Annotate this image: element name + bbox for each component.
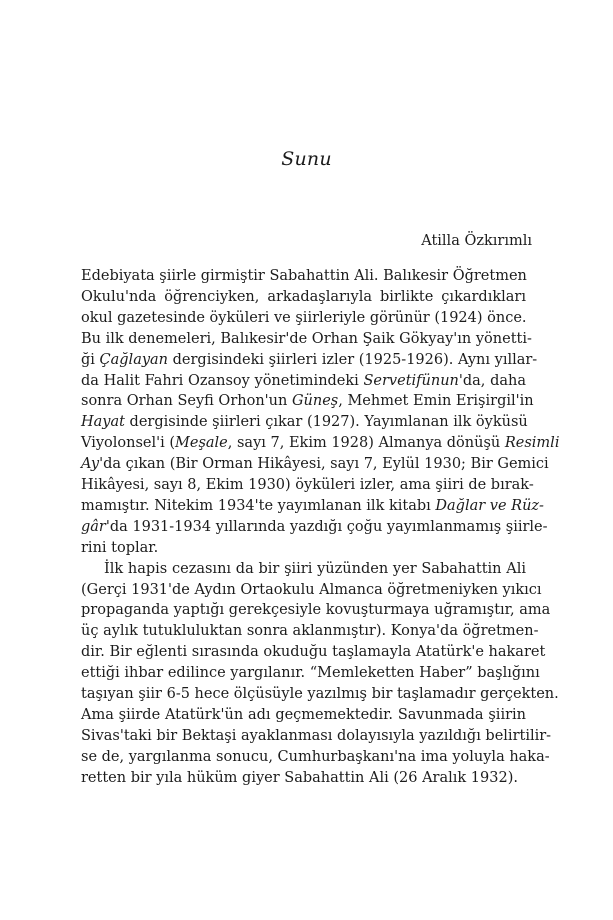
text-line: [81, 642, 546, 662]
text-segment: se de, yargılanma sonucu, Cumhurbaşkanı'na ima yoluyla haka-: [81, 748, 550, 765]
text-line: [81, 600, 551, 620]
italic-title: Resimli: [504, 435, 560, 452]
text-line: [81, 496, 544, 516]
text-line: [81, 538, 526, 558]
italic-title: Ay: [81, 456, 100, 473]
text-segment: okul gazetesinde öyküleri ve şiirleriyle görünür (1924) önce.: [81, 309, 527, 326]
text-segment: dergisinde şiirleri çıkar (1927). Yayımlanan ilk öyküsü: [124, 414, 528, 431]
page-title: Sunu: [281, 148, 332, 170]
text-segment: Hikâyesi, sayı 8, Ekim 1930) öyküleri izler, ama şiiri de bırak-: [81, 477, 534, 493]
text-segment: retten bir yıla hüküm giyer Sabahattin Ali (26 Aralık 1932).: [81, 769, 518, 786]
italic-title: Meşale: [175, 435, 228, 452]
text-line: [81, 747, 550, 767]
text-segment: üç aylık tutukluluktan sonra aklanmıştır). Konya'da öğretmen-: [81, 623, 539, 640]
text-segment: dergisindeki şiirleri izler (1925-1926). Aynı yıllar-: [168, 351, 538, 368]
text-segment: propaganda yaptığı gerekçesiyle kovuşturmaya uğramıştır, ama: [81, 602, 551, 619]
text-line: [81, 412, 526, 432]
text-segment: (Gerçi 1931'de Aydın Ortaokulu Almanca öğretmeniyken yıkıcı: [81, 581, 542, 598]
text-line: [81, 287, 526, 307]
text-segment: dir. Bir eğlenti sırasında okuduğu taşlamayla Atatürk'e hakaret: [81, 644, 546, 661]
italic-title: Çağlayan: [99, 351, 169, 368]
text-segment: ettiği ihbar edilince yargılanır. “Memleketten Haber” başlığını: [81, 665, 540, 682]
text-line: [81, 266, 526, 286]
author-name: Atilla Özkırımlı: [421, 233, 532, 249]
text-line: [81, 454, 549, 474]
text-line: [81, 705, 526, 725]
text-line: [81, 475, 534, 495]
text-segment: İlk hapis cezasını da bir şiiri yüzünden yer Sabahattin Ali: [104, 560, 526, 577]
text-line: [81, 684, 559, 704]
text-line: [81, 329, 532, 349]
text-line: [81, 391, 534, 411]
italic-title: Güneş: [291, 393, 339, 410]
text-segment: taşıyan şiir 6-5 hece ölçüsüyle yazılmış bir taşlamadır gerçekten.: [81, 686, 559, 702]
text-segment: , Mehmet Emin Erişirgil'in: [338, 393, 534, 410]
text-segment: 'da 1931-1934 yıllarında yazdığı çoğu yayımlanmamış şiirle-: [105, 518, 548, 535]
text-line: [81, 768, 526, 788]
text-line: [104, 559, 526, 579]
text-segment: , sayı 7, Ekim 1928) Almanya dönüşü: [227, 435, 505, 452]
text-segment: da Halit Fahri Ozansoy yönetimindeki: [81, 372, 364, 389]
italic-title: Servetifünun: [363, 372, 459, 389]
text-segment: Bu ilk denemeleri, Balıkesir'de Orhan Şaik Gökyay'ın yönetti-: [81, 330, 532, 347]
text-segment: Edebiyata şiirle girmiştir Sabahattin Ali. Balıkesir Öğretmen: [81, 268, 527, 284]
text-segment: sonra Orhan Seyfi Orhon'un: [81, 393, 292, 410]
text-segment: 'da, daha: [458, 372, 526, 389]
text-line: [81, 621, 539, 641]
text-segment: ği: [81, 351, 100, 368]
text-line: [81, 371, 526, 391]
text-segment: Okulu'nda öğrenciyken, arkadaşlarıyla birlikte çıkardıkları: [81, 288, 526, 305]
text-line: [81, 350, 538, 370]
italic-title: gâr: [81, 518, 106, 535]
text-line: [81, 663, 540, 683]
text-line: [81, 433, 560, 453]
text-segment: Ama şiirde Atatürk'ün adı geçmemektedir. Savunmada şiirin: [81, 706, 526, 723]
italic-title: Hayat: [81, 414, 125, 431]
text-line: [81, 726, 552, 746]
italic-title: Dağlar ve Rüz-: [435, 497, 544, 514]
text-segment: mamıştır. Nitekim 1934'te yayımlanan ilk kitabı: [81, 497, 436, 514]
text-segment: 'da çıkan (Bir Orman Hikâyesi, sayı 7, Eylül 1930; Bir Gemici: [99, 456, 549, 473]
text-segment: Viyolonsel'i (: [81, 435, 176, 452]
text-line: [81, 580, 542, 600]
text-segment: rini toplar.: [81, 539, 159, 556]
text-segment: Sivas'taki bir Bektaşi ayaklanması dolayısıyla yazıldığı belirtilir-: [81, 727, 552, 744]
text-line: [81, 517, 548, 537]
text-line: [81, 308, 526, 328]
